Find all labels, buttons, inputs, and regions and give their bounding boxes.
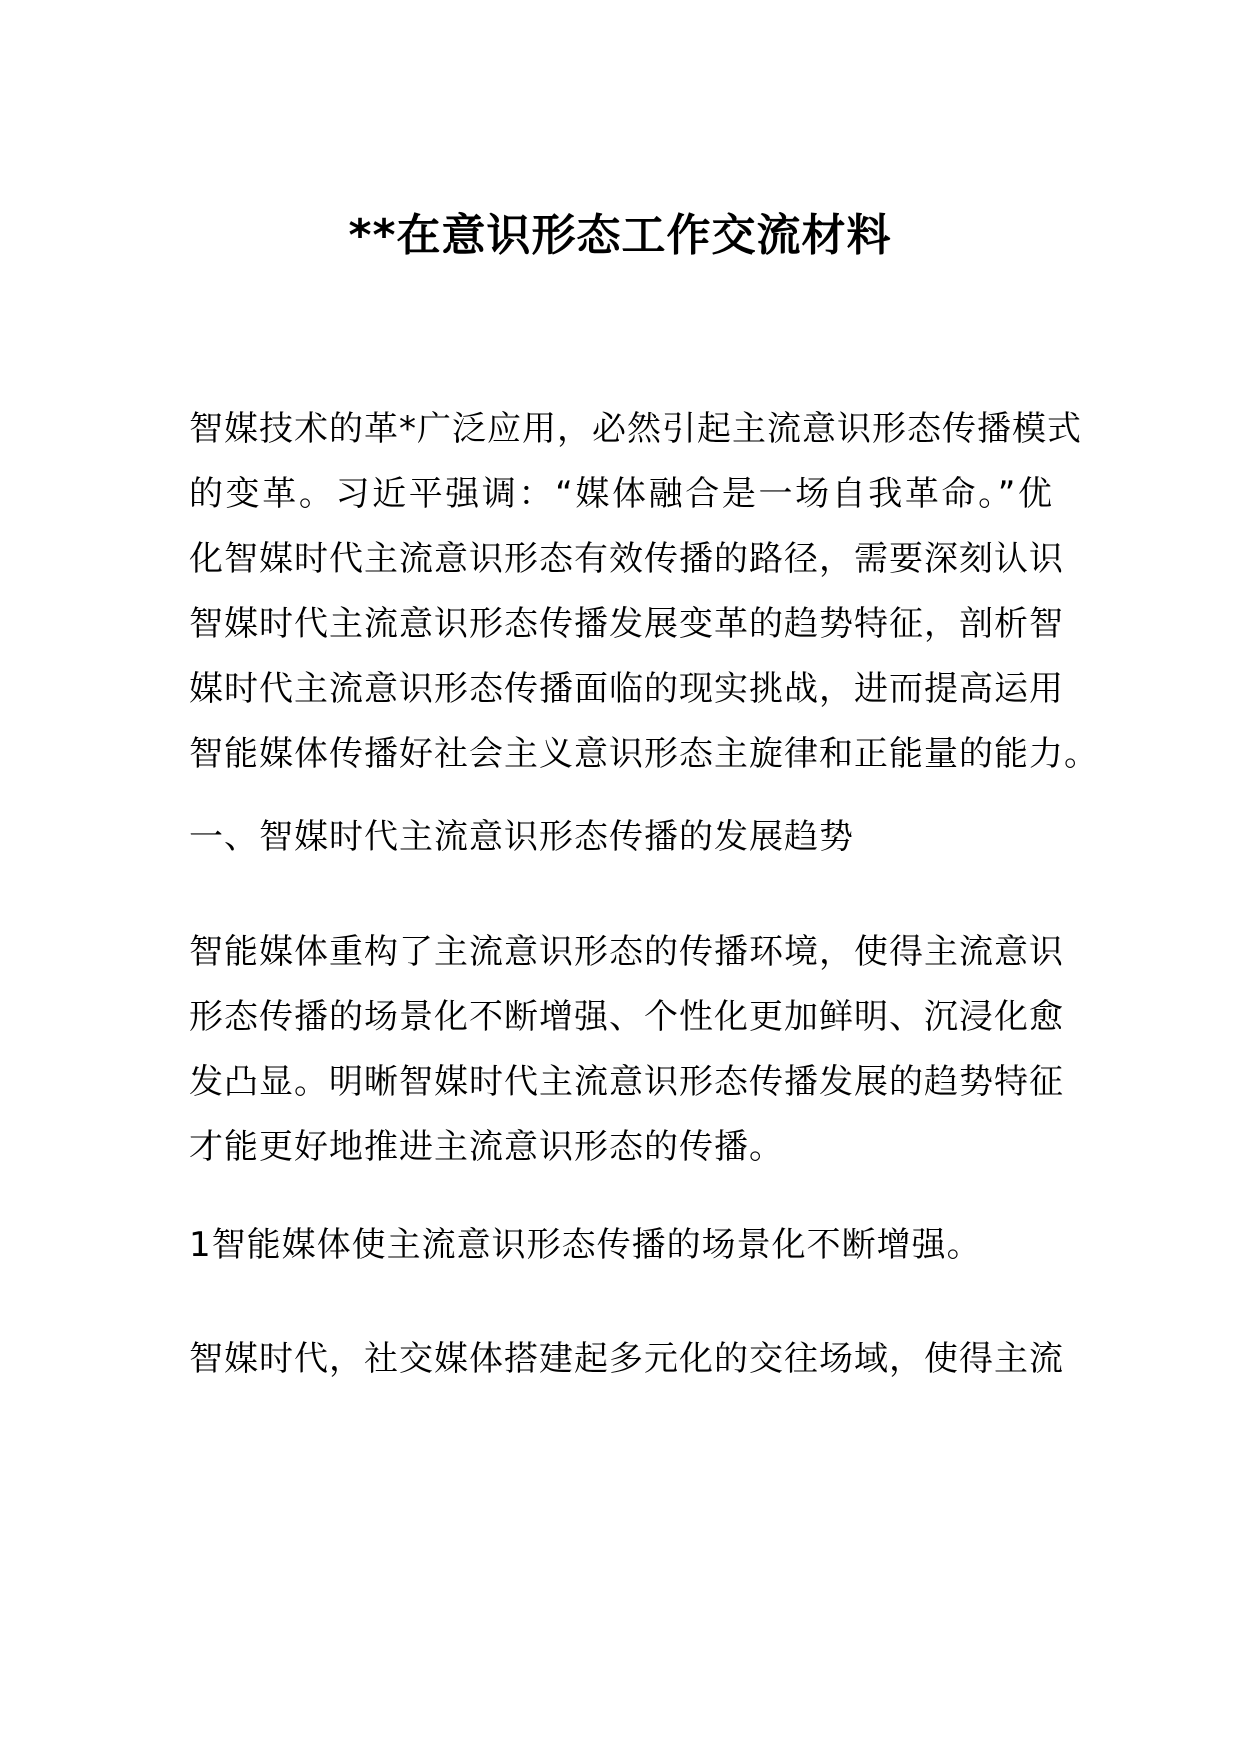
paragraph-trends [189, 920, 1064, 1180]
paragraph-line: 智媒技术的革*广泛应用，必然引起主流意识形态传播模式 [189, 409, 1082, 449]
section-heading-text: 一、智媒时代主流意识形态传播的发展趋势 [189, 817, 854, 857]
paragraph-intro [189, 397, 1099, 787]
paragraph-line: 智媒时代，社交媒体搭建起多元化的交往场域，使得主流 [189, 1339, 1064, 1379]
paragraph-line: 才能更好地推进主流意识形态的传播。 [189, 1127, 784, 1167]
paragraph-line: 智能媒体重构了主流意识形态的传播环境，使得主流意识 [189, 932, 1064, 972]
paragraph-line: 发凸显。明晰智媒时代主流意识形态传播发展的趋势特征 [189, 1062, 1064, 1102]
document-title: **在意识形态工作交流材料 [348, 210, 892, 261]
paragraph-line: 媒时代主流意识形态传播面临的现实挑战，进而提高运用 [189, 669, 1064, 709]
paragraph-line: 形态传播的场景化不断增强、个性化更加鲜明、沉浸化愈 [189, 997, 1064, 1037]
paragraph-line: 智媒时代主流意识形态传播发展变革的趋势特征，剖析智 [189, 604, 1064, 644]
section-heading [189, 805, 1053, 870]
paragraph-social-media [189, 1327, 1064, 1392]
paragraph-line: 的变革。习近平强调：“媒体融合是一场自我革命。”优 [189, 474, 1053, 514]
paragraph-line: 化智媒时代主流意识形态有效传播的路径，需要深刻认识 [189, 539, 1064, 579]
subsection-heading [189, 1213, 1053, 1278]
paragraph-line: 智能媒体传播好社会主义意识形态主旋律和正能量的能力。 [189, 734, 1099, 774]
subsection-heading-text: 1智能媒体使主流意识形态传播的场景化不断增强。 [189, 1225, 982, 1265]
